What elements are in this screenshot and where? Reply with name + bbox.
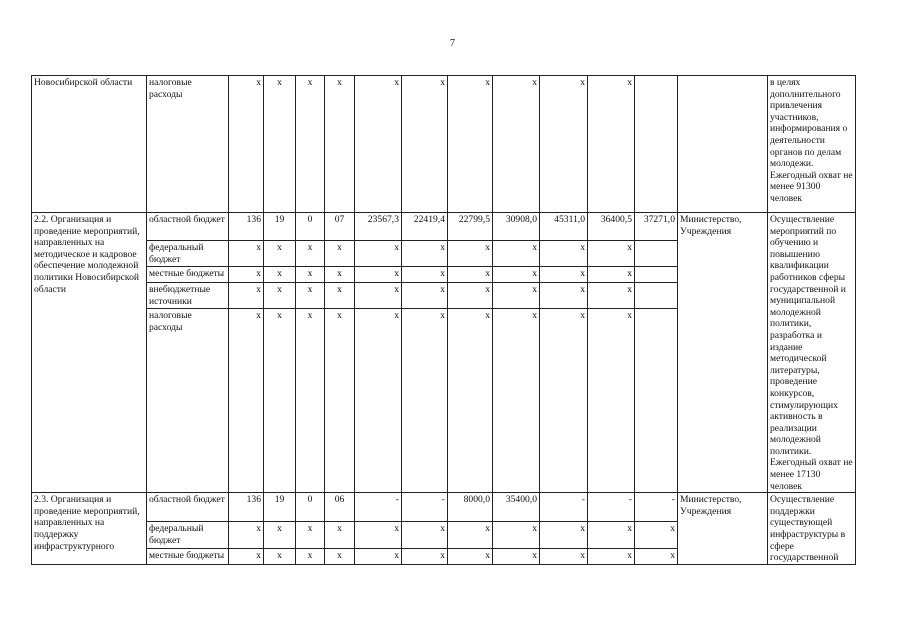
value-cell: x — [229, 309, 264, 493]
value-cell: x — [588, 76, 635, 213]
value-cell: x — [540, 241, 588, 267]
table-row — [32, 76, 856, 213]
value-cell: 0 — [296, 213, 325, 241]
value-cell: x — [402, 548, 448, 564]
value-cell: x — [355, 76, 402, 213]
funding-source-cell: федеральный бюджет — [147, 522, 229, 549]
value-cell: 23567,3 — [355, 213, 402, 241]
value-cell: x — [448, 548, 493, 564]
funding-source-cell: областной бюджет — [147, 493, 229, 522]
value-cell: x — [325, 522, 355, 549]
value-cell: x — [264, 76, 296, 213]
value-cell: 45311,0 — [540, 213, 588, 241]
value-cell: x — [355, 522, 402, 549]
value-cell: x — [493, 283, 540, 309]
value-cell: x — [325, 267, 355, 283]
value-cell: x — [493, 76, 540, 213]
value-cell — [635, 283, 678, 309]
expected-result-cell: в целях дополнительного привлечения участников, информирования о деятельности органов по делам молодежи. Ежегодный охват не менее 91300 человек — [768, 76, 856, 213]
value-cell: x — [355, 548, 402, 564]
value-cell — [635, 267, 678, 283]
value-cell: x — [448, 309, 493, 493]
value-cell: 0 — [296, 493, 325, 522]
value-cell: x — [402, 76, 448, 213]
value-cell: x — [264, 309, 296, 493]
value-cell: x — [588, 283, 635, 309]
value-cell: 35400,0 — [493, 493, 540, 522]
executor-cell: Министерство, Учреждения — [678, 213, 768, 493]
executor-cell: Министерство, Учреждения — [678, 493, 768, 565]
value-cell: x — [264, 522, 296, 549]
value-cell: x — [448, 267, 493, 283]
value-cell: x — [229, 267, 264, 283]
value-cell: - — [635, 493, 678, 522]
value-cell: 8000,0 — [448, 493, 493, 522]
value-cell: - — [588, 493, 635, 522]
funding-source-cell: областной бюджет — [147, 213, 229, 241]
value-cell: x — [325, 309, 355, 493]
value-cell: x — [325, 241, 355, 267]
measure-name-cell: Новосибирской области — [32, 76, 147, 213]
value-cell: x — [540, 522, 588, 549]
value-cell: x — [355, 309, 402, 493]
value-cell: x — [355, 283, 402, 309]
value-cell: x — [264, 283, 296, 309]
program-measures-table — [31, 75, 856, 565]
value-cell: x — [229, 241, 264, 267]
value-cell: x — [325, 76, 355, 213]
value-cell: 36400,5 — [588, 213, 635, 241]
value-cell: x — [540, 267, 588, 283]
value-cell: x — [635, 548, 678, 564]
value-cell: x — [588, 309, 635, 493]
value-cell: x — [402, 522, 448, 549]
table-row — [32, 213, 856, 241]
value-cell: x — [264, 548, 296, 564]
value-cell: x — [493, 548, 540, 564]
value-cell: 22419,4 — [402, 213, 448, 241]
value-cell: 19 — [264, 213, 296, 241]
funding-source-cell: федеральный бюджет — [147, 241, 229, 267]
value-cell: x — [493, 241, 540, 267]
value-cell — [635, 309, 678, 493]
value-cell: 30908,0 — [493, 213, 540, 241]
value-cell: - — [402, 493, 448, 522]
value-cell — [635, 76, 678, 213]
value-cell: 22799,5 — [448, 213, 493, 241]
executor-cell — [678, 76, 768, 213]
value-cell: x — [325, 283, 355, 309]
value-cell: x — [448, 76, 493, 213]
value-cell: x — [588, 267, 635, 283]
value-cell: x — [296, 283, 325, 309]
value-cell: 136 — [229, 493, 264, 522]
funding-source-cell: местные бюджеты — [147, 267, 229, 283]
value-cell: 07 — [325, 213, 355, 241]
value-cell: x — [355, 267, 402, 283]
value-cell: 37271,0 — [635, 213, 678, 241]
value-cell: x — [588, 522, 635, 549]
expected-result-cell: Осуществление поддержки существующей инфраструктуры в сфере государственной — [768, 493, 856, 565]
value-cell: x — [264, 267, 296, 283]
table-row — [32, 493, 856, 522]
measure-name-cell: 2.3. Организация и проведение мероприятий, направленных на поддержку инфраструктурного — [32, 493, 147, 565]
value-cell: x — [229, 283, 264, 309]
value-cell: x — [296, 309, 325, 493]
value-cell: x — [229, 548, 264, 564]
value-cell: x — [296, 241, 325, 267]
page-number: 7 — [450, 38, 455, 49]
value-cell: x — [493, 522, 540, 549]
expected-result-cell: Осуществление мероприятий по обучению и повышению квалификации работников сферы государственной и муниципальной молодежной политики, разработка и издание методической литературы, проведение конкурсов, стимулирующих активность в реализации молодежной политики. Ежегодный охват не менее 17130 человек — [768, 213, 856, 493]
value-cell: x — [264, 241, 296, 267]
value-cell: x — [296, 76, 325, 213]
value-cell: 19 — [264, 493, 296, 522]
funding-source-cell: налоговые расходы — [147, 309, 229, 493]
value-cell — [635, 241, 678, 267]
value-cell: x — [448, 522, 493, 549]
value-cell: - — [355, 493, 402, 522]
value-cell: x — [540, 548, 588, 564]
value-cell: x — [402, 241, 448, 267]
value-cell: x — [448, 241, 493, 267]
value-cell: x — [588, 548, 635, 564]
value-cell: x — [540, 309, 588, 493]
value-cell: x — [588, 241, 635, 267]
value-cell: x — [229, 76, 264, 213]
value-cell: x — [402, 267, 448, 283]
funding-source-cell: местные бюджеты — [147, 548, 229, 564]
funding-source-cell: налоговые расходы — [147, 76, 229, 213]
value-cell: x — [493, 309, 540, 493]
funding-source-cell: внебюджетные источники — [147, 283, 229, 309]
value-cell: x — [229, 522, 264, 549]
value-cell: x — [402, 309, 448, 493]
value-cell: x — [296, 267, 325, 283]
value-cell: x — [540, 283, 588, 309]
value-cell: 06 — [325, 493, 355, 522]
value-cell: x — [402, 283, 448, 309]
value-cell: x — [325, 548, 355, 564]
value-cell: - — [540, 493, 588, 522]
value-cell: x — [448, 283, 493, 309]
value-cell: x — [296, 522, 325, 549]
value-cell: x — [540, 76, 588, 213]
measure-name-cell: 2.2. Организация и проведение мероприятий, направленных на методическое и кадровое обеспечение молодежной политики Новосибирской области — [32, 213, 147, 493]
value-cell: x — [493, 267, 540, 283]
value-cell: x — [635, 522, 678, 549]
value-cell: 136 — [229, 213, 264, 241]
value-cell: x — [296, 548, 325, 564]
value-cell: x — [355, 241, 402, 267]
